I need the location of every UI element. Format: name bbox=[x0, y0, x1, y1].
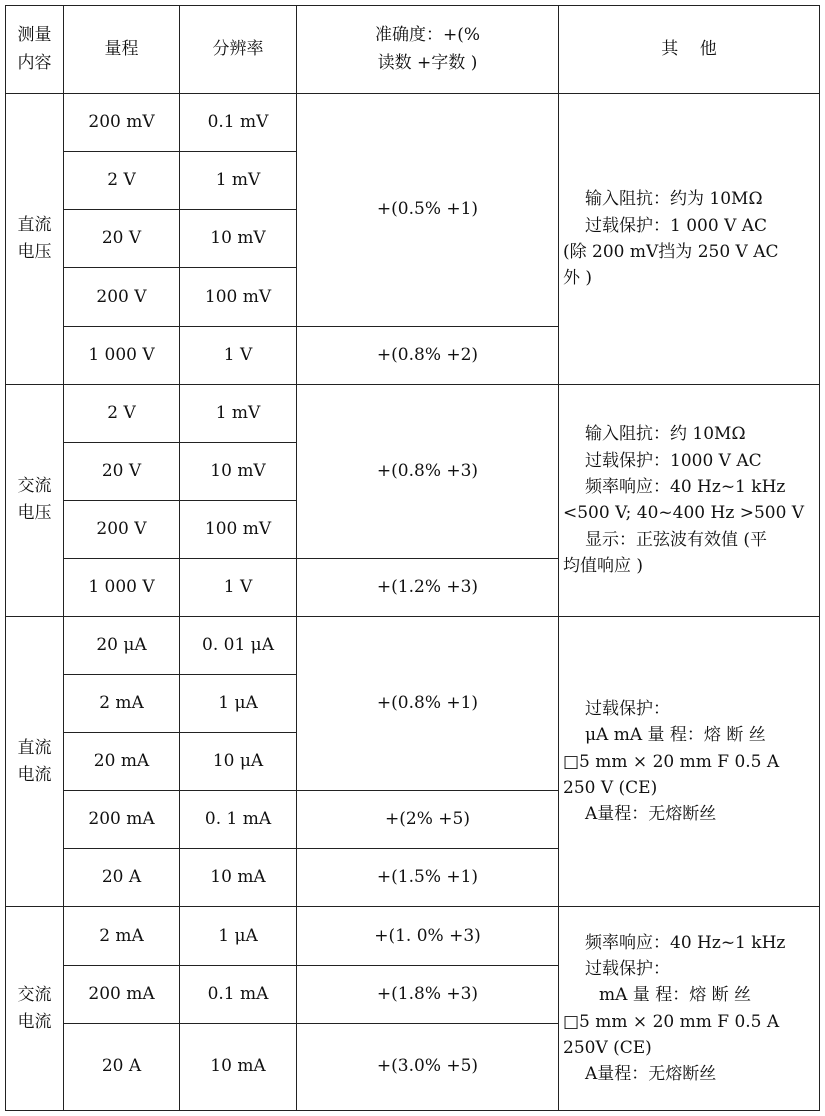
category-line: 直流 bbox=[17, 214, 52, 235]
category-line: 交流 bbox=[17, 984, 52, 1005]
header-accuracy-line2: 读数 +字数 ) bbox=[377, 52, 478, 73]
resolution-cell: 10 mV bbox=[180, 210, 297, 268]
note-line: 显示：正弦波有效值 (平 bbox=[585, 529, 768, 550]
note-line: 输入阻抗：约 10MΩ bbox=[585, 424, 746, 445]
resolution-cell: 10 mA bbox=[180, 849, 297, 907]
range-cell: 2 V bbox=[64, 384, 180, 442]
accuracy-cell: +(1. 0% +3) bbox=[297, 907, 559, 965]
note-line: 频率响应：40 Hz~1 kHz bbox=[585, 932, 786, 953]
spec-table bbox=[5, 5, 820, 1111]
resolution-cell: 0. 1 mA bbox=[180, 791, 297, 849]
range-cell: 200 V bbox=[64, 268, 180, 326]
category-line: 电流 bbox=[17, 1011, 52, 1032]
note-line: 250 V (CE) bbox=[563, 777, 658, 798]
resolution-cell: 0. 01 μA bbox=[180, 617, 297, 675]
notes-ac-current bbox=[559, 907, 820, 1111]
resolution-cell: 10 mV bbox=[180, 442, 297, 500]
accuracy-cell: +(3.0% +5) bbox=[297, 1023, 559, 1110]
note-line: 均值响应 ) bbox=[563, 556, 644, 576]
range-cell: 1 000 V bbox=[64, 558, 180, 616]
header-range: 量程 bbox=[64, 6, 180, 94]
range-cell: 2 mA bbox=[64, 675, 180, 733]
range-cell: 20 μA bbox=[64, 617, 180, 675]
resolution-cell: 1 μA bbox=[180, 675, 297, 733]
note-line: 过载保护： bbox=[585, 698, 670, 719]
table-row bbox=[6, 907, 820, 965]
range-cell: 1 000 V bbox=[64, 326, 180, 384]
resolution-cell: 100 mV bbox=[180, 268, 297, 326]
category-line: 交流 bbox=[17, 476, 52, 497]
category-ac-current bbox=[6, 907, 64, 1111]
note-line: 外 ) bbox=[563, 268, 593, 289]
accuracy-cell: +(0.8% +3) bbox=[297, 384, 559, 558]
accuracy-cell: +(2% +5) bbox=[297, 791, 559, 849]
header-accuracy-line1: 准确度：+(% bbox=[374, 25, 481, 46]
note-line: □5 mm × 20 mm F 0.5 A bbox=[563, 1011, 780, 1032]
accuracy-cell: +(0.8% +1) bbox=[297, 617, 559, 791]
note-line: 输入阻抗：约为 10MΩ bbox=[585, 189, 763, 210]
resolution-cell: 10 mA bbox=[180, 1023, 297, 1110]
header-other-label: 其 他 bbox=[661, 39, 717, 60]
range-cell: 200 mV bbox=[64, 94, 180, 152]
range-cell: 20 A bbox=[64, 849, 180, 907]
note-line: A量程：无熔断丝 bbox=[585, 1064, 717, 1085]
range-cell: 2 V bbox=[64, 152, 180, 210]
category-dc-current bbox=[6, 617, 64, 907]
note-line: <500 V; 40~400 Hz >500 V bbox=[563, 503, 805, 524]
table-row bbox=[6, 94, 820, 152]
range-cell: 200 mA bbox=[64, 791, 180, 849]
header-measure-content bbox=[6, 6, 64, 94]
resolution-cell: 100 mV bbox=[180, 500, 297, 558]
note-line: (除 200 mV挡为 250 V AC bbox=[563, 241, 779, 262]
note-line: 250V (CE) bbox=[563, 1038, 652, 1059]
range-cell: 20 V bbox=[64, 442, 180, 500]
header-other bbox=[559, 6, 820, 94]
header-accuracy bbox=[297, 6, 559, 94]
range-cell: 200 mA bbox=[64, 965, 180, 1023]
category-dc-voltage bbox=[6, 94, 64, 384]
note-line: □5 mm × 20 mm F 0.5 A bbox=[563, 751, 780, 772]
resolution-cell: 1 mV bbox=[180, 384, 297, 442]
note-line: 过载保护： bbox=[585, 959, 670, 980]
category-ac-voltage bbox=[6, 384, 64, 616]
category-line: 电压 bbox=[17, 503, 52, 524]
range-cell: 200 V bbox=[64, 500, 180, 558]
table-header-row bbox=[6, 6, 820, 94]
header-measure-line2: 内容 bbox=[17, 52, 52, 73]
table-row bbox=[6, 617, 820, 675]
note-line: 频率响应：40 Hz~1 kHz bbox=[585, 476, 786, 497]
resolution-cell: 0.1 mA bbox=[180, 965, 297, 1023]
accuracy-cell: +(1.8% +3) bbox=[297, 965, 559, 1023]
accuracy-cell: +(0.5% +1) bbox=[297, 94, 559, 326]
resolution-cell: 10 μA bbox=[180, 733, 297, 791]
note-line: A量程：无熔断丝 bbox=[585, 804, 717, 825]
range-cell: 20 A bbox=[64, 1023, 180, 1110]
accuracy-cell: +(0.8% +2) bbox=[297, 326, 559, 384]
notes-dc-current bbox=[559, 617, 820, 907]
category-line: 电流 bbox=[17, 764, 52, 785]
notes-dc-voltage bbox=[559, 94, 820, 384]
resolution-cell: 1 V bbox=[180, 326, 297, 384]
note-line: 过载保护：1000 V AC bbox=[585, 450, 762, 471]
category-line: 直流 bbox=[17, 737, 52, 758]
resolution-cell: 1 mV bbox=[180, 152, 297, 210]
header-resolution: 分辨率 bbox=[180, 6, 297, 94]
header-measure-line1: 测量 bbox=[17, 25, 52, 46]
range-cell: 20 V bbox=[64, 210, 180, 268]
resolution-cell: 1 V bbox=[180, 558, 297, 616]
note-line: μA mA 量 程：熔 断 丝 bbox=[585, 725, 766, 746]
notes-ac-voltage bbox=[559, 384, 820, 616]
accuracy-cell: +(1.5% +1) bbox=[297, 849, 559, 907]
note-line: 过载保护：1 000 V AC bbox=[585, 215, 768, 236]
range-cell: 2 mA bbox=[64, 907, 180, 965]
note-line: mA 量 程：熔 断 丝 bbox=[599, 985, 752, 1006]
resolution-cell: 1 μA bbox=[180, 907, 297, 965]
category-line: 电压 bbox=[17, 241, 52, 262]
range-cell: 20 mA bbox=[64, 733, 180, 791]
table-row bbox=[6, 384, 820, 442]
resolution-cell: 0.1 mV bbox=[180, 94, 297, 152]
accuracy-cell: +(1.2% +3) bbox=[297, 558, 559, 616]
